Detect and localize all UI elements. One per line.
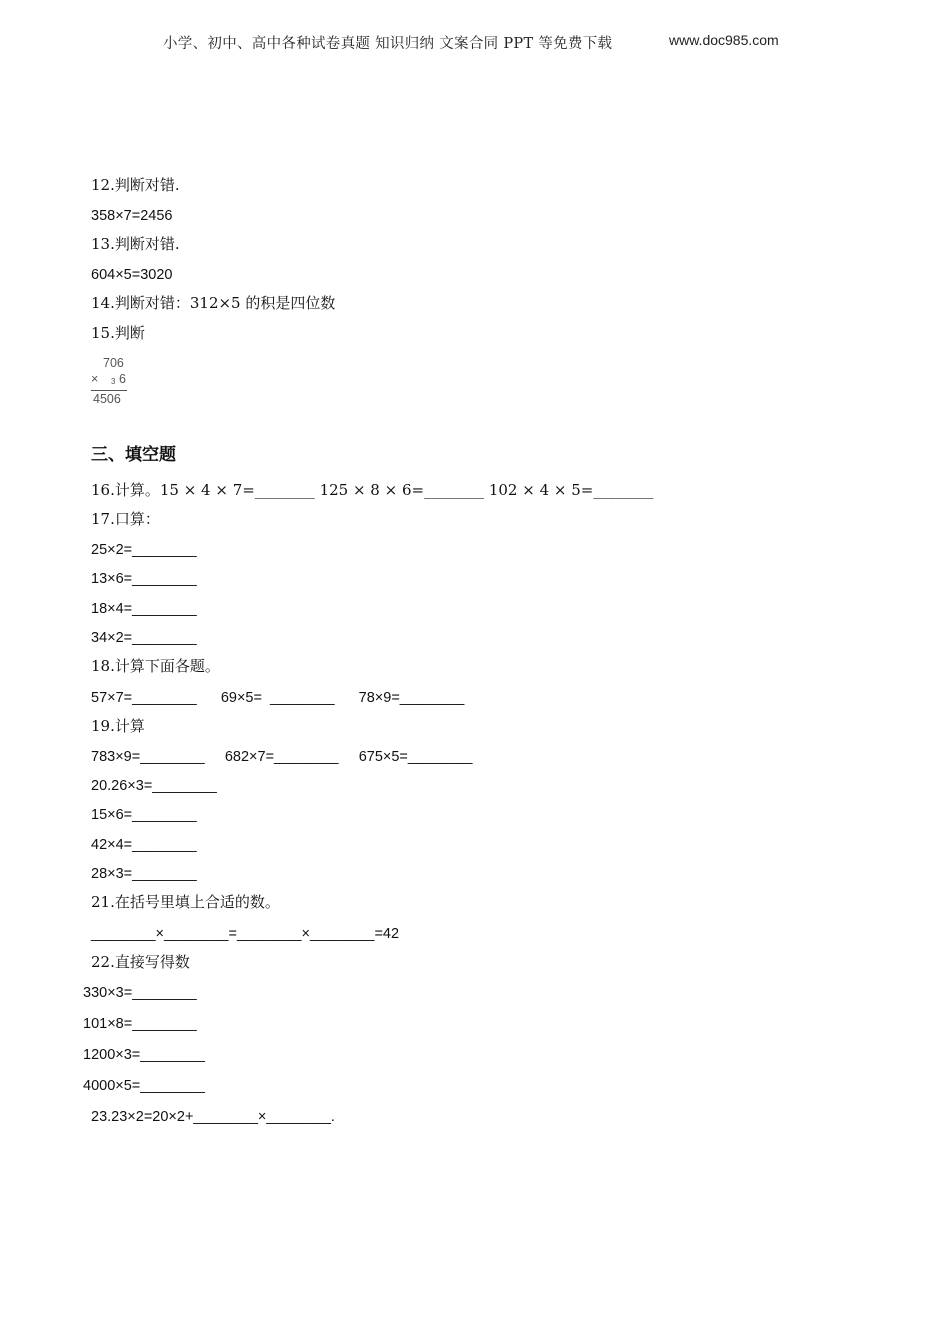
q17-item: 25×2=________ [91,542,197,558]
q23: 23.23×2=20×2+________×________. [91,1109,335,1125]
header-text: 小学、初中、高中各种试卷真题 知识归纳 文案合同 PPT 等免费下载 [163,36,613,52]
q13-expr: 604×5=3020 [91,267,173,283]
q16: 16.计算。15 × 4 × 7=________ 125 × 8 × 6=________ 102 × 4 × 5=________ [91,481,654,499]
vertical-multiplier: 6 [119,372,126,386]
vertical-operator: × [91,372,99,386]
q20-item: 42×4=________ [91,837,197,853]
q21-line: ________×________=________×________=42 [91,926,400,942]
q17-item: 34×2=________ [91,630,197,646]
q15-title: 15.判断 [91,324,145,342]
q15-vertical-multiplication [89,356,131,410]
q22-item: 330×3=________ [83,985,197,1001]
header-url[interactable]: www.doc985.com [669,32,779,48]
q20-item: 15×6=________ [91,807,197,823]
q21-title: 21.在括号里填上合适的数。 [91,893,280,911]
vertical-result: 4506 [93,392,121,406]
vertical-top-number: 706 [103,356,124,370]
q20-item: 20.26×3=________ [91,778,217,794]
q22-item: 1200×3=________ [83,1047,205,1063]
section-3-title: 三、填空题 [91,445,176,465]
q17-item: 13×6=________ [91,571,197,587]
q18-line: 57×7=________ 69×5= ________ 78×9=________ [91,690,465,706]
q12-title: 12.判断对错. [91,176,180,194]
q12-expr: 358×7=2456 [91,208,173,224]
vertical-carry: 3 [111,377,116,386]
q18-title: 18.计算下面各题。 [91,657,220,675]
q13-title: 13.判断对错. [91,235,180,253]
q17-item: 18×4=________ [91,601,197,617]
q19-title: 19.计算 [91,717,145,735]
q22-item: 101×8=________ [83,1016,197,1032]
q19-line: 783×9=________ 682×7=________ 675×5=________ [91,749,473,765]
q22-item: 4000×5=________ [83,1078,205,1094]
vertical-rule [91,390,127,391]
q22-title: 22.直接写得数 [91,953,190,971]
q17-title: 17.口算： [91,510,160,528]
q14: 14.判断对错：312×5 的积是四位数 [91,294,336,312]
q20-item: 28×3=________ [91,866,197,882]
